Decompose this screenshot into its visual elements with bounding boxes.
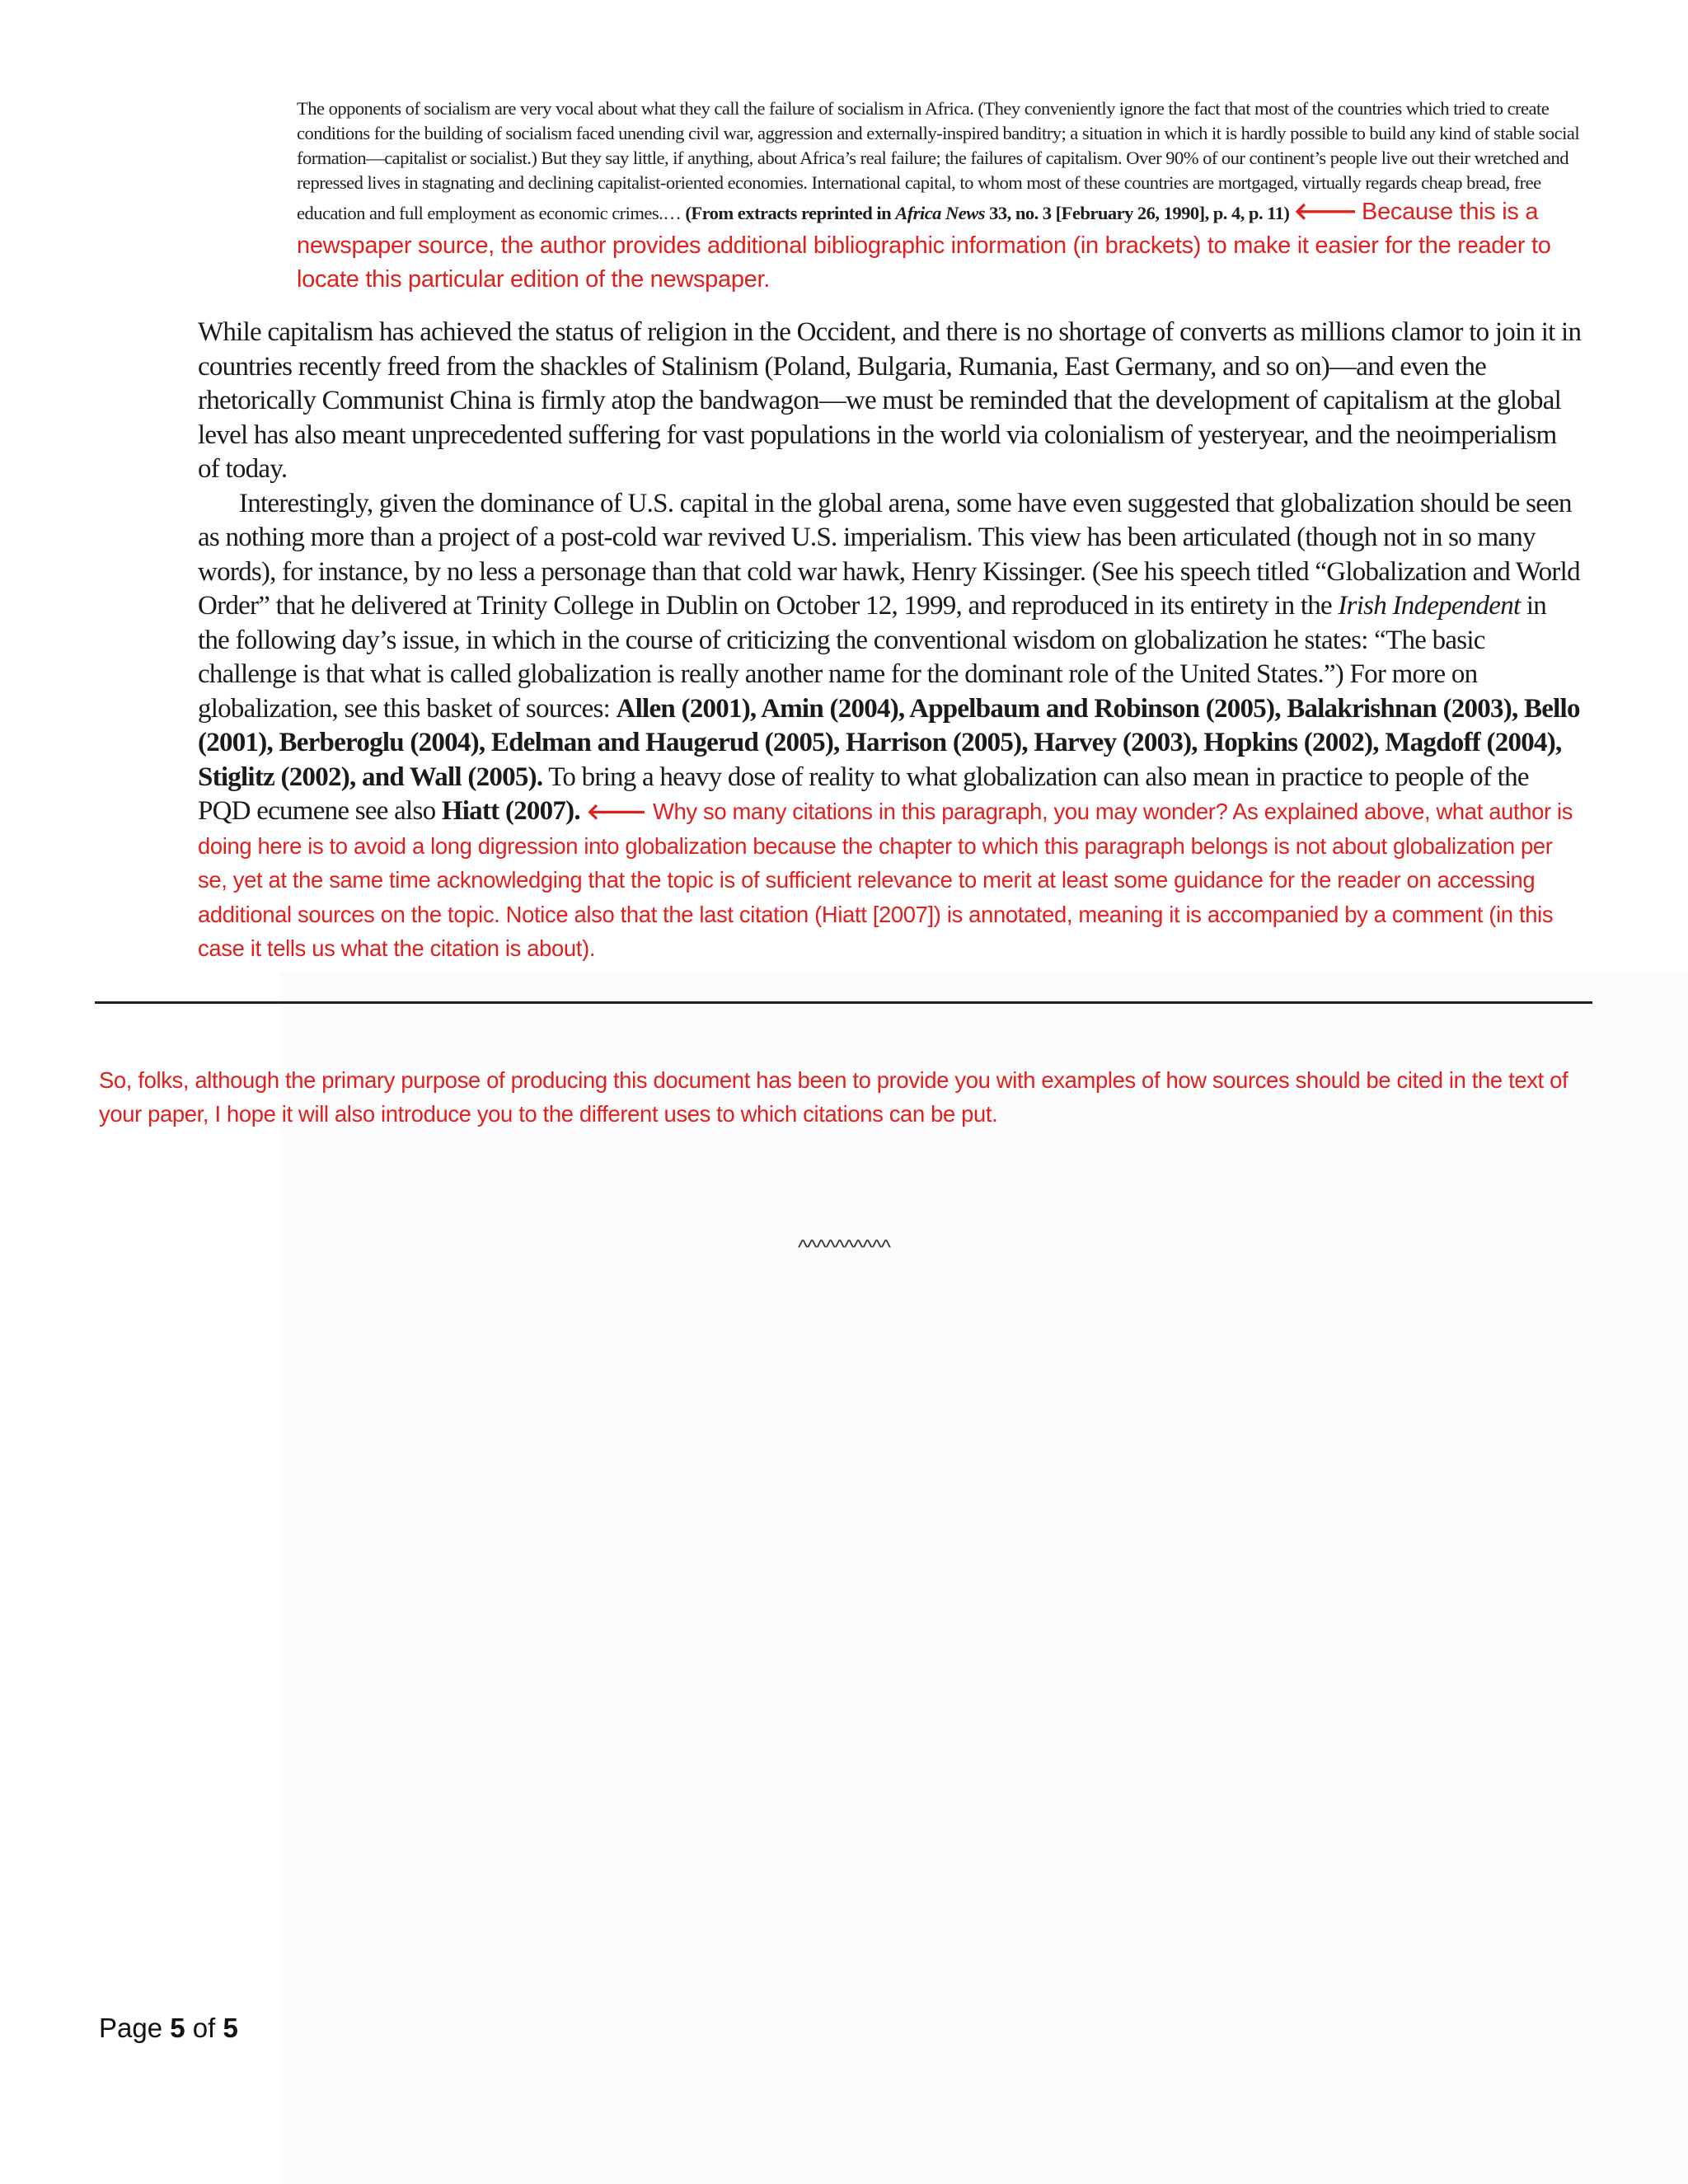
- quotation-text: The opponents of socialism are very vocal about what they call the failure of socialism in Africa. (They conveniently ignore the fact that most of the countries which tried to create conditions for the building of socialism faced unending civil war, aggression and externally-inspired banditry; a situation in which it is hardly possible to build any kind of stable social formation—capitalist or socialist.) But they say little, if anything, about Africa’s real failure; the failures of capitalism. Over 90% of our continent’s people live out their wretched and repressed lives in stagnating and declining capitalist-oriented economies. International capital, to whom most of these countries are mortgaged, virtually regards cheap bread, free education and full employment as economic crimes.…: [297, 98, 1580, 223]
- section-separator: ^^^^^^^^^^: [797, 1235, 890, 1259]
- citation-prefix: (From extracts reprinted in: [685, 203, 892, 223]
- paragraph-capitalism: While capitalism has achieved the status of religion in the Occident, and there is no shortage of converts as millions clamor to join it in countries recently freed from the shackles of Stalinism (Poland, Bulgaria, Rumania, East Germany, and so on)—and even the rhetorically Communist China is firmly atop the bandwagon—we must be reminded that the development of capitalism at the global level has also meant unprecedented suffering for vast populations in the world via colonialism of yesteryear, and the neoimperialism of today.: [198, 317, 1582, 484]
- left-arrow-icon: 🡐: [1293, 199, 1357, 225]
- main-body: [198, 316, 1582, 966]
- footer-current-page: 5: [170, 2013, 185, 2043]
- paragraph-globalization-text-c: To bring a heavy dose of reality to what globalization can also mean in practice to people of the PQD ecumene see also: [198, 762, 1529, 826]
- page-background-tint: [280, 972, 1688, 2184]
- left-arrow-icon: 🡐: [586, 799, 647, 824]
- citation-suffix: 33, no. 3 [February 26, 1990], p. 4, p. 11): [989, 203, 1290, 223]
- citation-newspaper-title: Africa News: [895, 203, 986, 223]
- paragraph-globalization-text-a: Interestingly, given the dominance of U.S. capital in the global arena, some have even suggested that globalization should be seen as nothing more than a project of a post-cold war revived U.S. imperialism. This view has been articulated (though not in so many words), for instance, by no less a personage than that cold war hawk, Henry Kissinger. (See his speech titled “Globalization and World Order” that he delivered at Trinity College in Dublin on October 12, 1999, and reproduced in its entirety in the: [198, 488, 1580, 621]
- page-number-footer: [99, 2013, 238, 2044]
- closing-note: So, folks, although the primary purpose of producing this document has been to provide you with examples of how sources should be cited in the text of your paper, I hope it will also introduce you to the different uses to which citations can be put.: [99, 1067, 1568, 1127]
- footer-total-pages: 5: [223, 2013, 238, 2043]
- paragraph-globalization: [198, 487, 1582, 966]
- irish-independent-title: Irish Independent: [1338, 591, 1521, 621]
- hiatt-citation: Hiatt (2007).: [441, 796, 580, 826]
- globalization-sources-list: Allen (2001), Amin (2004), Appelbaum and Robinson (2005), Balakrishnan (2003), Bello (2001), Berberoglu (2004), Edelman and Haugerud (2005), Harrison (2005), Harvey (2003), Hopkins (2002), Magdoff (2004), Stiglitz (2002), and Wall (2005).: [198, 693, 1580, 792]
- annotation-many-citations: Why so many citations in this paragraph, you may wonder? As explained above, what author is doing here is to avoid a long digression into globalization because the chapter to which this paragraph belongs is not about globalization per se, yet at the same time acknowledging that the topic is of sufficient relevance to merit at least some guidance for the reader on accessing additional sources on the topic. Notice also that the last citation (Hiatt [2007]) is annotated, meaning it is accompanied by a comment (in this case it tells us what the citation is about).: [198, 799, 1573, 961]
- block-quotation: [297, 96, 1582, 297]
- annotation-newspaper-source: Because this is a newspaper source, the author provides additional bibliographic information (in brackets) to make it easier for the reader to locate this particular edition of the newspaper.: [297, 199, 1551, 293]
- footer-page-word: Page: [99, 2013, 163, 2043]
- horizontal-divider: [95, 1001, 1592, 1004]
- footer-of-word: of: [192, 2013, 216, 2043]
- paragraph-globalization-text-b: in the following day’s issue, in which in the course of criticizing the conventional wisdom on globalization he states: “The basic challenge is that what is called globalization is really another name for the dominant role of the United States.”) For more on globalization, see this basket of sources:: [198, 591, 1547, 724]
